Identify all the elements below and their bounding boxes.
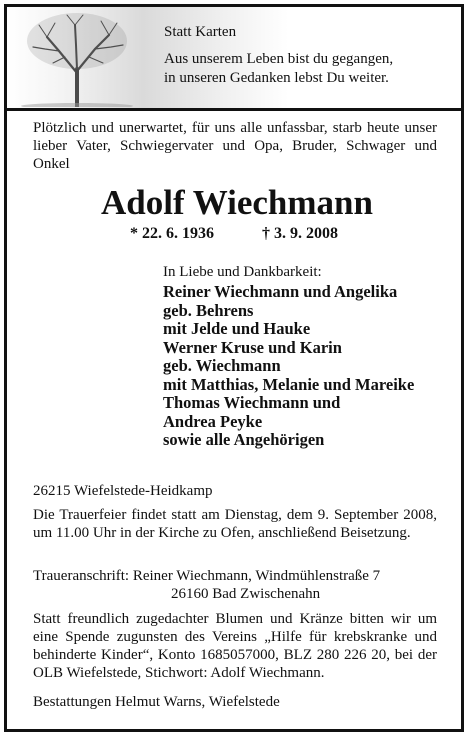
funeral-text: Die Trauerfeier findet statt am Dienstag, dem 9. September 2008, um 11.00 Uhr in der Kirche zu Ofen, anschließend Beisetzung.	[33, 507, 437, 541]
verse-line-2: in unseren Gedanken lebst Du weiter.	[164, 70, 389, 86]
header-divider	[7, 108, 461, 111]
place-line: 26215 Wiefelstede-Heidkamp	[33, 483, 213, 499]
mourner-line: geb. Behrens	[163, 300, 254, 320]
address-line-1: Traueranschrift: Reiner Wiechmann, Windmühlenstraße 7	[33, 568, 381, 584]
tree-icon	[19, 7, 139, 107]
header-band	[7, 7, 461, 108]
address-line-2: 26160 Bad Zwischenahn	[171, 586, 321, 602]
undertaker-line: Bestattungen Helmut Warns, Wiefelstede	[33, 694, 280, 710]
announcement-text: Plötzlich und unerwartet, für uns alle unfassbar, starb heute unser lieber Vater, Schwiegervater und Opa, Bruder, Schwager und Onkel	[33, 120, 437, 172]
mourner-line: mit Matthias, Melanie und Mareike	[163, 374, 415, 394]
mourners-intro: In Liebe und Dankbarkeit:	[163, 264, 322, 280]
mourner-line: Reiner Wiechmann und Angelika	[163, 282, 398, 301]
mourner-line: mit Jelde und Hauke	[163, 319, 311, 338]
statt-karten-label: Statt Karten	[164, 24, 237, 40]
verse-line-1: Aus unserem Leben bist du gegangen,	[164, 51, 394, 67]
birth-date: * 22. 6. 1936	[130, 225, 214, 242]
donation-text: Statt freundlich zugedachter Blumen und Kränze bitten wir um eine Spende zugunsten des Vereins „Hilfe für krebskranke und behinderte Kinder“, Konto 1685057000, BLZ 280 226 20, bei der OLB Wiefelstede, Stichwort: Adolf Wiechmann.	[33, 611, 437, 681]
deceased-name: Adolf Wiechmann	[101, 183, 373, 222]
mourner-line: Werner Kruse und Karin	[163, 337, 342, 357]
mourner-line: geb. Wiechmann	[163, 356, 281, 375]
mourner-line: Andrea Peyke	[163, 411, 263, 431]
mourners-list	[163, 283, 414, 450]
mourner-line: sowie alle Angehörigen	[163, 430, 325, 449]
mourner-line: Thomas Wiechmann und	[163, 393, 341, 412]
death-date: † 3. 9. 2008	[262, 225, 338, 242]
